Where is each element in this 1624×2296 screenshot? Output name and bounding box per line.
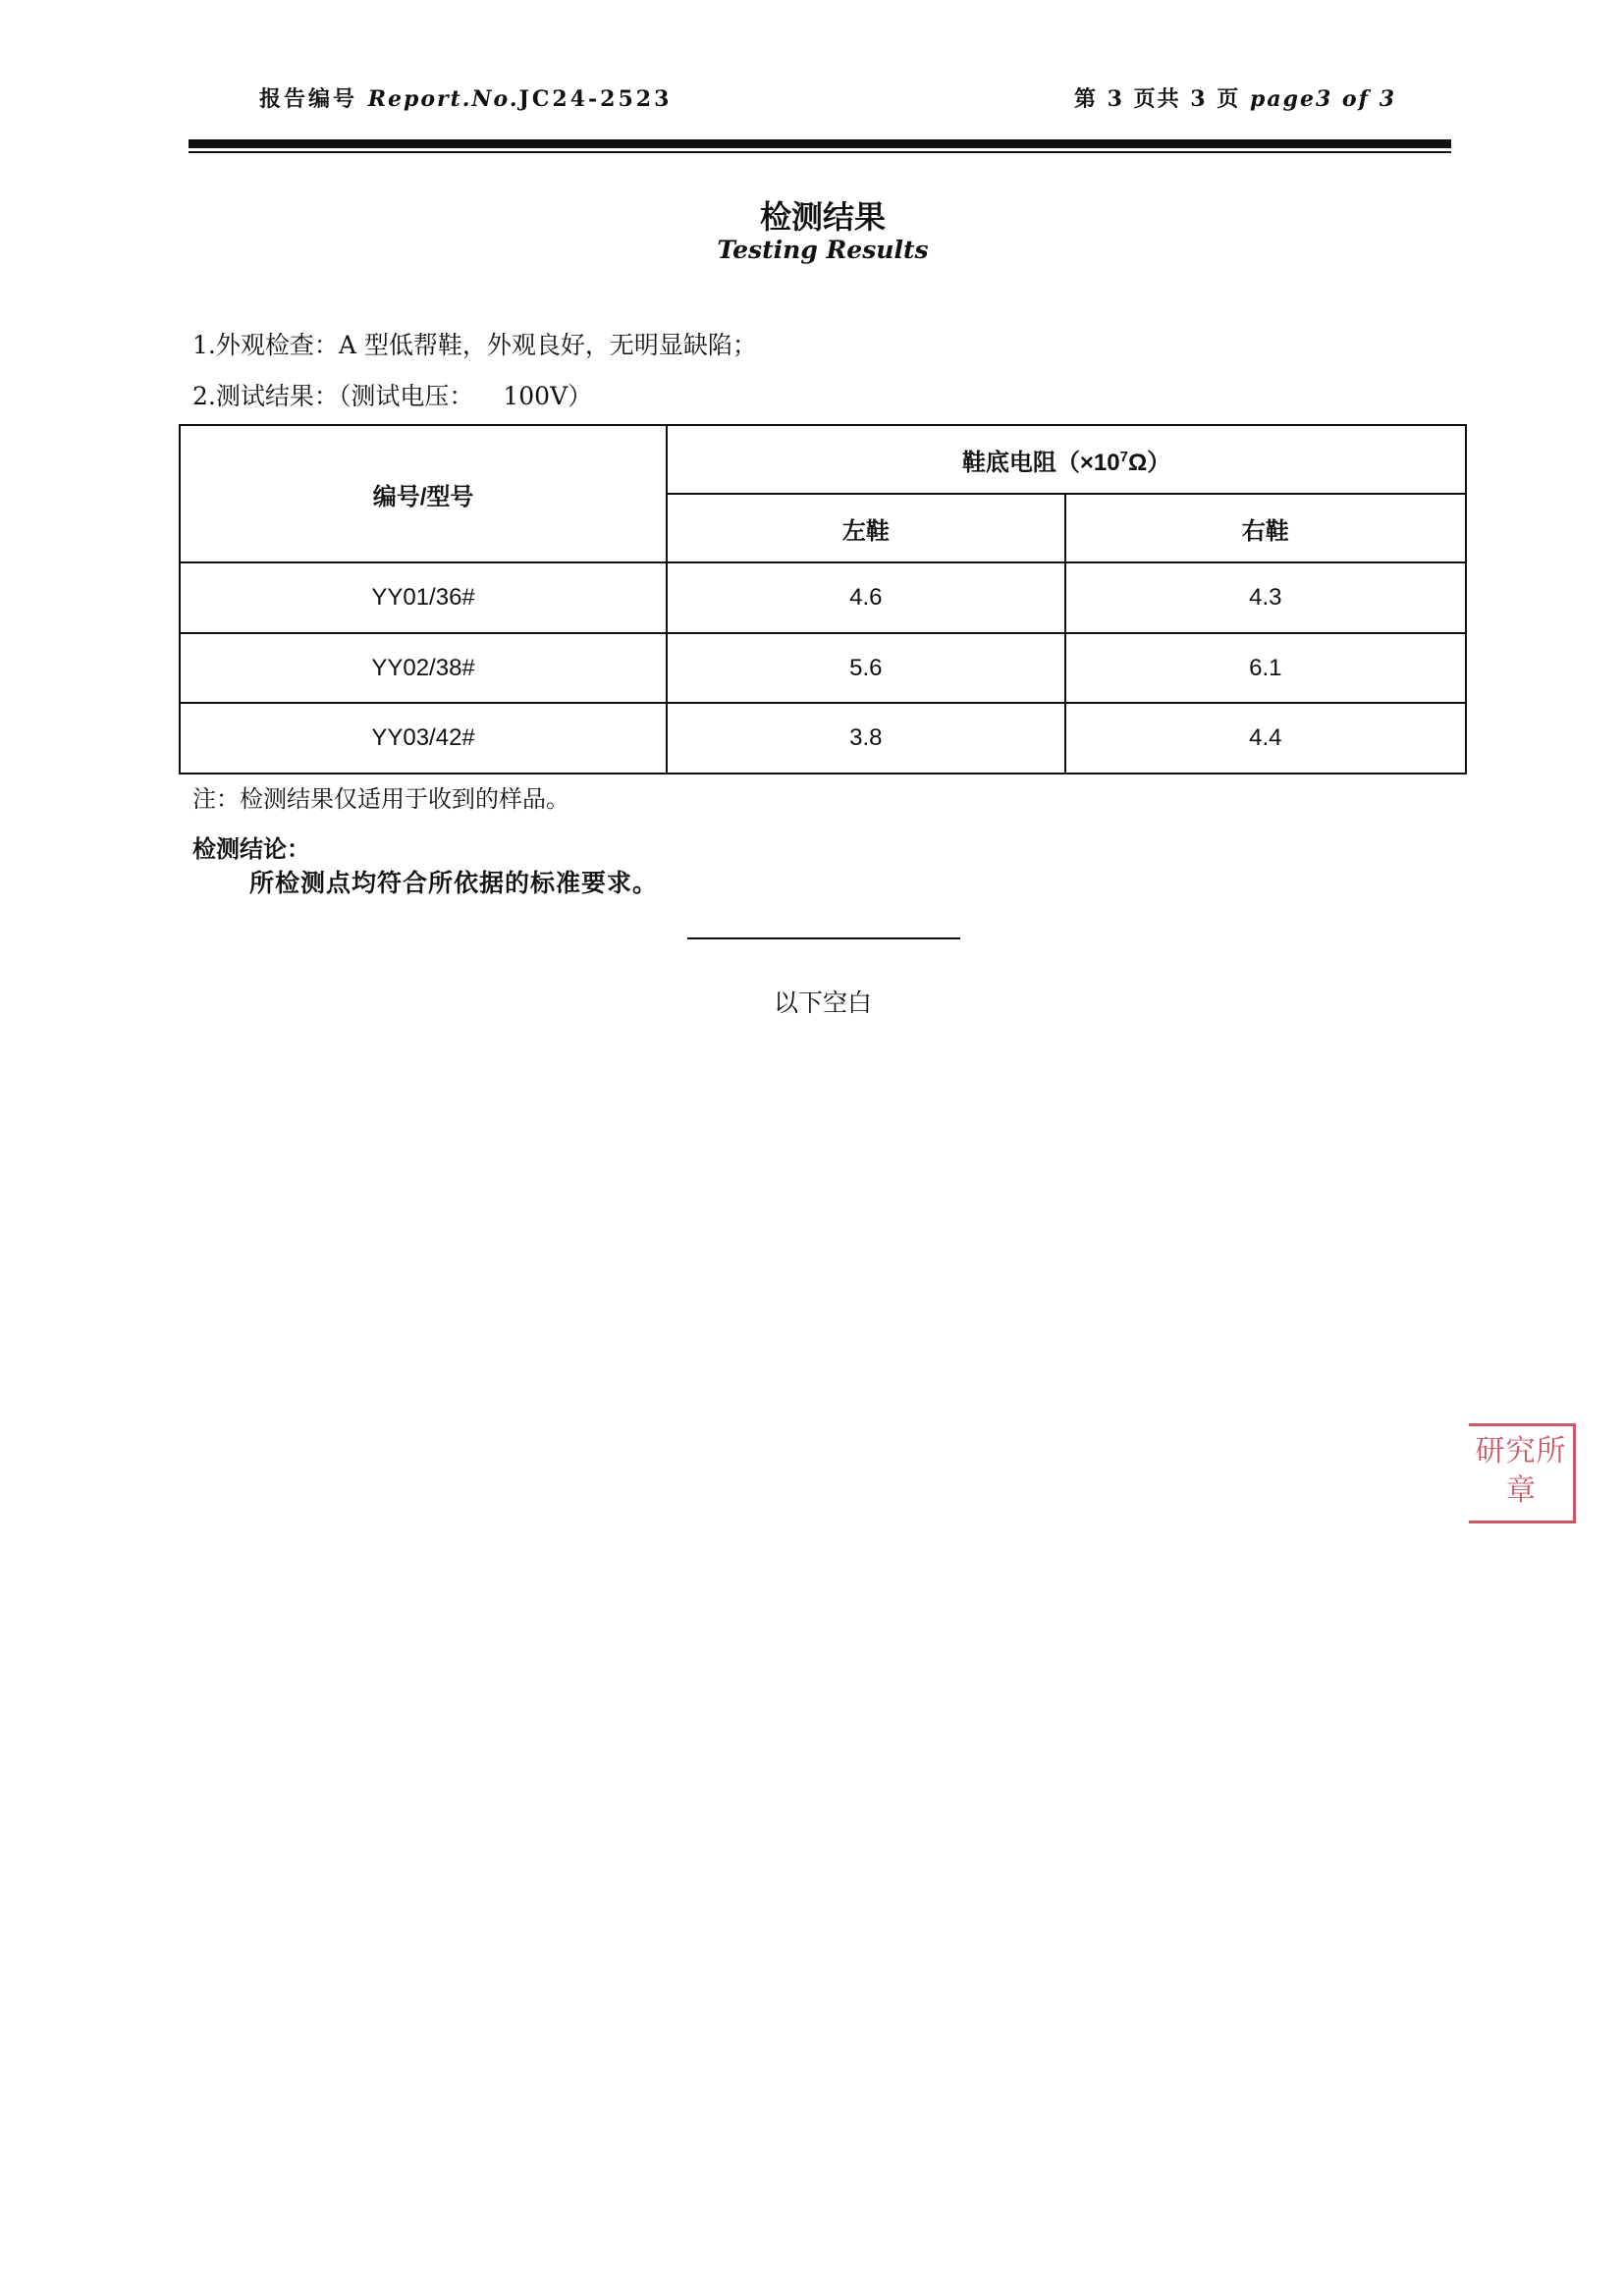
- header-rule-thin: [189, 151, 1451, 153]
- table-note: 注：检测结果仅适用于收到的样品。: [192, 785, 569, 813]
- conclusion-text: 所检测点均符合所依据的标准要求。: [249, 869, 659, 897]
- appearance-check: 1.外观检查：A 型低帮鞋，外观良好，无明显缺陷；: [192, 331, 757, 359]
- page-title-en: Testing Results: [717, 236, 929, 264]
- cell-left: 3.8: [667, 703, 1064, 774]
- cell-id: YY03/42#: [180, 703, 667, 774]
- cell-left: 5.6: [667, 633, 1064, 703]
- header-sole-resistance-suffix: Ω）: [1127, 449, 1171, 476]
- table-row: [180, 703, 1466, 774]
- cell-right: 4.3: [1065, 562, 1466, 633]
- test-result-label: 2.测试结果：（测试电压：: [192, 382, 474, 410]
- report-number-value: JC24-2523: [518, 86, 673, 112]
- seal-line1: 研究所: [1475, 1434, 1567, 1468]
- header-rule-thick: [189, 139, 1451, 148]
- report-number-label-cn: 报告编号: [259, 86, 358, 112]
- report-number-label-en: Report.No.: [367, 86, 519, 112]
- conclusion-label: 检测结论：: [192, 835, 310, 863]
- cell-id: YY01/36#: [180, 562, 667, 633]
- report-number: [259, 82, 672, 113]
- table-row: [180, 633, 1466, 703]
- table-row: [180, 562, 1466, 633]
- seal-line2: 章: [1506, 1473, 1536, 1508]
- results-table: [179, 424, 1467, 774]
- header-id-model: 编号/型号: [180, 425, 667, 562]
- end-rule: [687, 937, 960, 939]
- page-indicator-cn: 第 3 页共 3 页: [1074, 86, 1241, 112]
- seal-stamp: [1469, 1423, 1576, 1523]
- test-result-line: [192, 377, 592, 412]
- cell-id: YY02/38#: [180, 633, 667, 703]
- cell-right: 4.4: [1065, 703, 1466, 774]
- cell-left: 4.6: [667, 562, 1064, 633]
- page-title-cn: 检测结果: [759, 198, 886, 236]
- header-left-shoe: 左鞋: [667, 494, 1064, 562]
- page-indicator: [1074, 82, 1396, 113]
- header-right-shoe: 右鞋: [1065, 494, 1466, 562]
- header-sole-resistance-exp: 7: [1119, 448, 1128, 465]
- blank-below-mark: 以下空白: [773, 988, 872, 1017]
- page-indicator-en: page3 of 3: [1249, 86, 1397, 112]
- header-sole-resistance: [667, 425, 1466, 494]
- test-voltage: 100V）: [503, 382, 593, 410]
- header-sole-resistance-prefix: 鞋底电阻（×10: [961, 449, 1120, 476]
- cell-right: 6.1: [1065, 633, 1466, 703]
